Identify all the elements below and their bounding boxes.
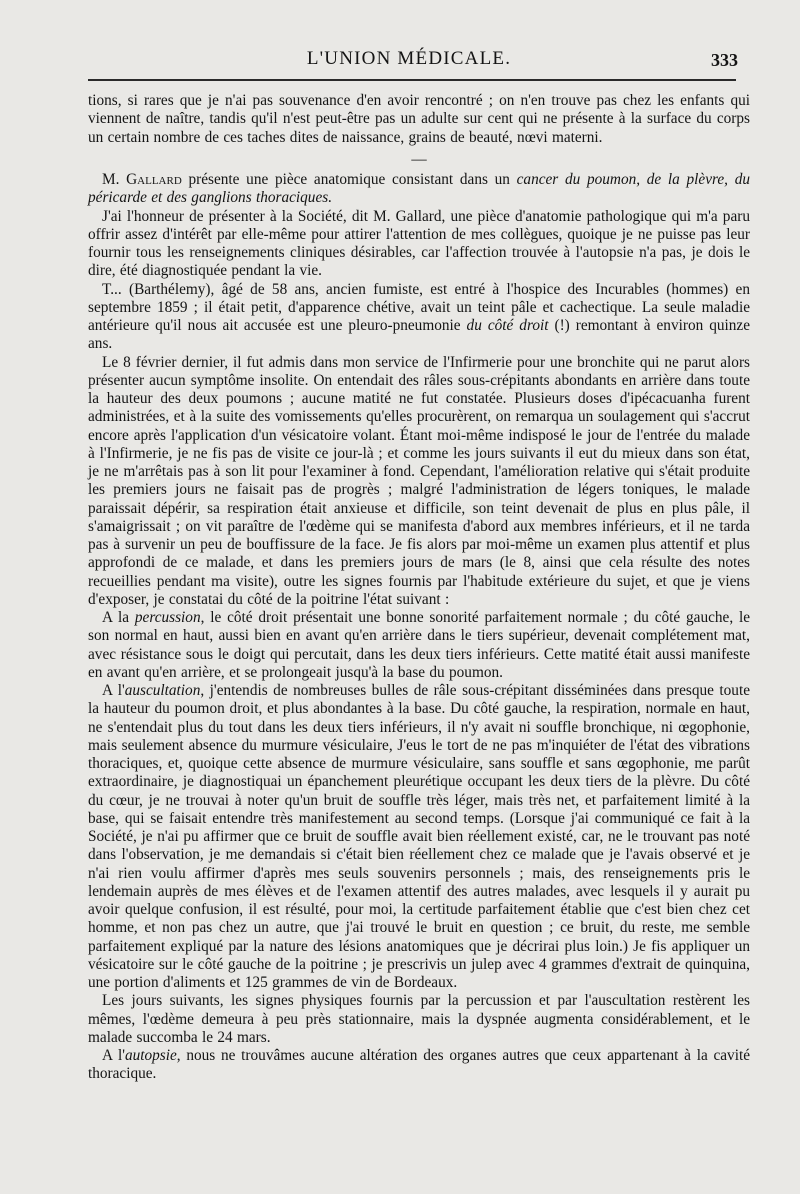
- paragraph-autopsy: [88, 1047, 750, 1084]
- emphasis-text: percussion: [134, 609, 201, 626]
- paragraph-text: tions, si rares que je n'ai pas souvenance d'en avoir rencontré ; on n'en trouve pas chez les enfants qui viennent de naître, tandis qu'il n'est peut-être pas un adulte sur cent qui ne présente à la surface du corps un certain nombre de ces taches dites de naissance, grains de beauté, nœvi materni.: [88, 92, 750, 146]
- emphasis-text: auscultation: [124, 682, 201, 699]
- paragraph-outcome: [88, 992, 750, 1047]
- paragraph-admission: [88, 354, 750, 610]
- page-number: 333: [711, 50, 738, 70]
- page-header: [80, 44, 738, 74]
- paragraph-text: présente une pièce anatomique consistant dans un: [181, 171, 517, 188]
- paragraph-presentation: [88, 171, 750, 208]
- paragraph-auscultation: [88, 682, 750, 992]
- header-rule: [88, 79, 736, 81]
- article-body: [88, 92, 750, 1084]
- paragraph-text: (!) remontant à environ quinze ans.: [88, 317, 751, 353]
- paragraph-text: T... (Barthélemy), âgé de 58 ans, ancien fumiste, est entré à l'hospice des Incurables (hommes) en septembre 1859 ; il était petit, d'apparence chétive, avait un teint pâle et cachectique. La seule maladie antérieure qu'il nous ait accusée est une pleuro-pneumonie: [88, 280, 750, 334]
- speaker-name: M. Gallard: [102, 171, 182, 188]
- paragraph-text: A l': [102, 1047, 125, 1064]
- paragraph-percussion: [88, 609, 750, 682]
- paragraph-text: Le 8 février dernier, il fut admis dans mon service de l'Infirmerie pour une bronchite qui ne parut alors présenter aucun symptôme insolite. On entendait des râles sous-crépitants abondants en arrière dans toute la hauteur des deux poumons ; aucune matité ne fut constatée. Plusieurs doses d'ipécacuanha furent administrées, et à la suite des vomissements qu'elles procurèrent, on remarqua un soulagement qui s'accrut encore après l'application d'un vésicatoire volant. Étant moi-même indisposé le jour de l'entrée du malade à l'Infirmerie, je ne fis pas de visite ce jour-là ; et comme les jours suivants il eut du mieux dans son état, je ne m'arrêtais pas à son lit pour l'examiner à fond. Cependant, l'amélioration relative qui s'était produite les premiers jours ne faisait pas de progrès ; malgré l'administration de légers toniques, le malade paraissait dépérir, sa respiration était anxieuse et difficile, son teint devenait de plus en plus pâle, il s'amaigrissait ; on vit paraître de l'œdème qui se manifesta d'abord aux membres inférieurs, et il ne tarda pas à survenir un peu de bouffissure de la face. Je fis alors par moi-même un examen plus attentif et plus approfondi de ce malade, et dans les premiers jours de mars (le 8, ainsi que cela résulte des notes recueillies pendant ma visite), outre les signes fournis par l'habitude extérieure du sujet, et que je viens d'exposer, je constatai du côté de la poitrine l'état suivant :: [88, 353, 750, 608]
- paragraph-patient-history: [88, 281, 750, 354]
- paragraph-introduction: [88, 208, 750, 281]
- emphasis-text: du côté droit: [466, 317, 549, 334]
- section-separator: —: [411, 150, 427, 168]
- journal-title: L'UNION MÉDICALE.: [306, 48, 512, 69]
- specimen-title: cancer du poumon, de la plèvre, du péricarde et des ganglions thoraciques.: [88, 171, 750, 207]
- paragraph-text: Les jours suivants, les signes physiques fournis par la percussion et par l'auscultation restèrent les mêmes, l'œdème demeura à peu près stationnaire, mais la dyspnée augmenta considérablement, et le malade succomba le 24 mars.: [88, 992, 750, 1046]
- paragraph-text: J'ai l'honneur de présenter à la Société, dit M. Gallard, une pièce d'anatomie pathologique qui m'a paru offrir assez d'intérêt par elle-même pour attirer l'attention de mes collègues, quoique je ne puisse pas leur fournir tous les renseignements cliniques désirables, car l'affection trouvée à l'autopsie n'a pas, je dois le dire, été diagnostiquée pendant la vie.: [88, 207, 750, 280]
- paragraph-continuation: [88, 92, 750, 147]
- paragraph-text: , le côté droit présentait une bonne sonorité parfaitement normale ; du côté gauche, le son normal en haut, aussi bien en avant qu'en arrière dans le tiers supérieur, devenait complétement mat, avec résistance sous le doigt qui percutait, dans les deux tiers inférieurs. Cette matité était aussi manifeste en avant qu'en arrière, et se prolongeait jusqu'à la base du poumon.: [88, 609, 750, 681]
- paragraph-text: , nous ne trouvâmes aucune altération des organes autres que ceux appartenant à la cavité thoracique.: [88, 1047, 750, 1083]
- paragraph-text: A l': [102, 682, 125, 699]
- paragraph-text: A la: [102, 609, 135, 626]
- paragraph-text: , j'entendis de nombreuses bulles de râle sous-crépitant disséminées dans presque toute la hauteur du poumon droit, et plus abondantes à la base. Du côté gauche, la respiration, normale en haut, ne s'entendait plus du tout dans les deux tiers inférieurs, il n'y avait ni souffle bronchique, ni œgophonie, mais seulement absence du murmure vésiculaire, J'eus le tort de ne pas m'inquiéter de l'état des vibrations thoraciques, et, quoique cette absence de murmure vésiculaire, sans souffle et sans œgophonie, me parût extraordinaire, je diagnostiquai un épanchement pleurétique occupant les deux tiers de la plèvre. Du côté du cœur, je ne trouvai à noter qu'un bruit de souffle très léger, mais très net, et parfaitement limité à la base, qui se faisait entendre très manifestement au second temps. (Lorsque j'ai communiqué ce fait à la Société, je n'ai pu affirmer que ce bruit de souffle avait bien réellement existé, car, ne le trouvant pas noté dans l'observation, je me demandais si c'était bien réellement chez ce malade que je l'avais observé et je n'ai rien voulu affirmer d'après mes seuls souvenirs personnels ; mais, des renseignements pris le lendemain auprès de mes élèves et de l'examen attentif des autres malades, avec lesquels il y aurait pu avoir quelque confusion, il est résulté, pour moi, la certitude parfaitement établie que c'est bien chez cet homme, et non pas chez un autre, que j'ai trouvé le bruit en question ; ce bruit, du reste, me semble parfaitement expliqué par la nature des lésions anatomiques que je décrirai plus loin.) Je fis appliquer un vésicatoire sur le côté gauche de la poitrine ; je prescrivis un julep avec 4 grammes d'extrait de quinquina, une portion d'aliments et 125 grammes de vin de Bordeaux.: [88, 682, 750, 991]
- emphasis-text: autopsie: [124, 1047, 177, 1064]
